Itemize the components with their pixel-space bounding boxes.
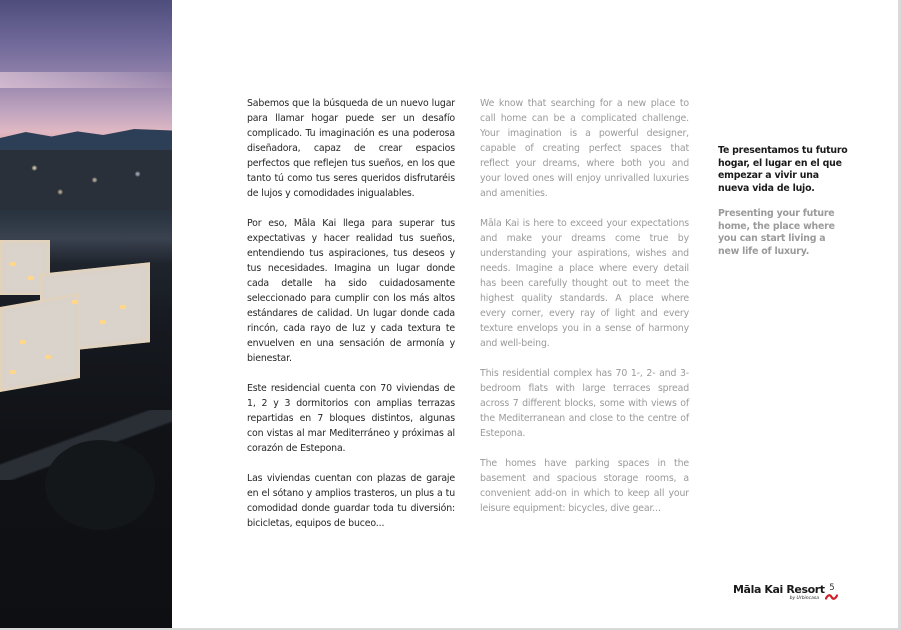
wave-icon	[825, 594, 838, 600]
tagline	[718, 145, 848, 258]
resort-photo	[0, 0, 172, 628]
window-light	[45, 355, 51, 359]
spanish-paragraph: Por eso, Māla Kai llega para superar tus expectativas y hacer realidad tus sueños, entendiendo tus aspiraciones, tus deseos y tus necesidades. Imagina un lugar donde cada detalle ha sido cuidadosamente seleccionado para cumplir con los más altos estándares de calidad. Un lugar donde cada rincón, cada rayo de luz y cada textura te envuelven en una sensación de armonía y bienestar.	[247, 218, 455, 364]
spanish-paragraph: Este residencial cuenta con 70 viviendas de 1, 2 y 3 dormitorios con amplias terrazas repartidas en 7 bloques distintos, algunas con vistas al mar Mediterráneo y próximas al corazón de Estepona.	[247, 383, 455, 454]
tagline-english: Presenting your future home, the place where you can start living a new life of luxury.	[718, 208, 835, 257]
window-light	[10, 262, 16, 266]
brand-subtitle: by Urbincasa	[789, 596, 819, 601]
english-paragraph: We know that searching for a new place to call home can be a complicated challenge. Your imagination is a powerful designer, capable of creating perfect spaces that reflect your dreams, where both you and your loved ones will enjoy unrivalled luxuries and amenities.	[480, 98, 689, 199]
brand-name: Māla Kai Resort	[733, 583, 825, 596]
spanish-text-column	[247, 96, 455, 546]
tagline-spanish: Te presentamos tu futuro hogar, el lugar en el que empezar a vivir una nueva vida de lujo.	[718, 145, 848, 194]
sky-cloud	[0, 72, 172, 88]
tree	[45, 440, 155, 530]
window-light	[20, 340, 26, 344]
window-light	[100, 320, 106, 324]
english-paragraph: The homes have parking spaces in the basement and spacious storage rooms, a convenient add-on in which to keep all your leisure equipment: bicycles, dive gear...	[480, 458, 689, 514]
brand-logo	[733, 583, 825, 602]
building-block	[0, 293, 80, 392]
window-light	[120, 305, 126, 309]
window-light	[72, 300, 78, 304]
window-light	[10, 370, 16, 374]
page-number: 5	[829, 583, 835, 593]
window-light	[28, 276, 34, 280]
english-paragraph: This residential complex has 70 1-, 2- and 3-bedroom flats with large terraces spread across 7 different blocks, some with views of the Mediterranean and close to the centre of Estepona.	[480, 368, 689, 439]
english-paragraph: Māla Kai is here to exceed your expectations and make your dreams come true by understanding your aspirations, wishes and needs. Imagine a place where every detail has been carefully thought out to meet the highest quality standards. A place where every corner, every ray of light and every texture envelops you in a sense of harmony and well-being.	[480, 218, 689, 349]
english-text-column	[480, 96, 689, 531]
town-lights	[0, 150, 172, 210]
spanish-paragraph: Las viviendas cuentan con plazas de garaje en el sótano y amplios trasteros, un plus a tu comodidad donde guardar toda tu diversión: bicicletas, equipos de buceo...	[247, 473, 455, 529]
spanish-paragraph: Sabemos que la búsqueda de un nuevo lugar para llamar hogar puede ser un desafío complicado. Tu imaginación es una poderosa diseñadora, capaz de crear espacios perfectos que reflejen tus sueños, en los que tanto tú como tus seres queridos disfrutaréis de lujos y comodidades inigualables.	[247, 98, 455, 199]
